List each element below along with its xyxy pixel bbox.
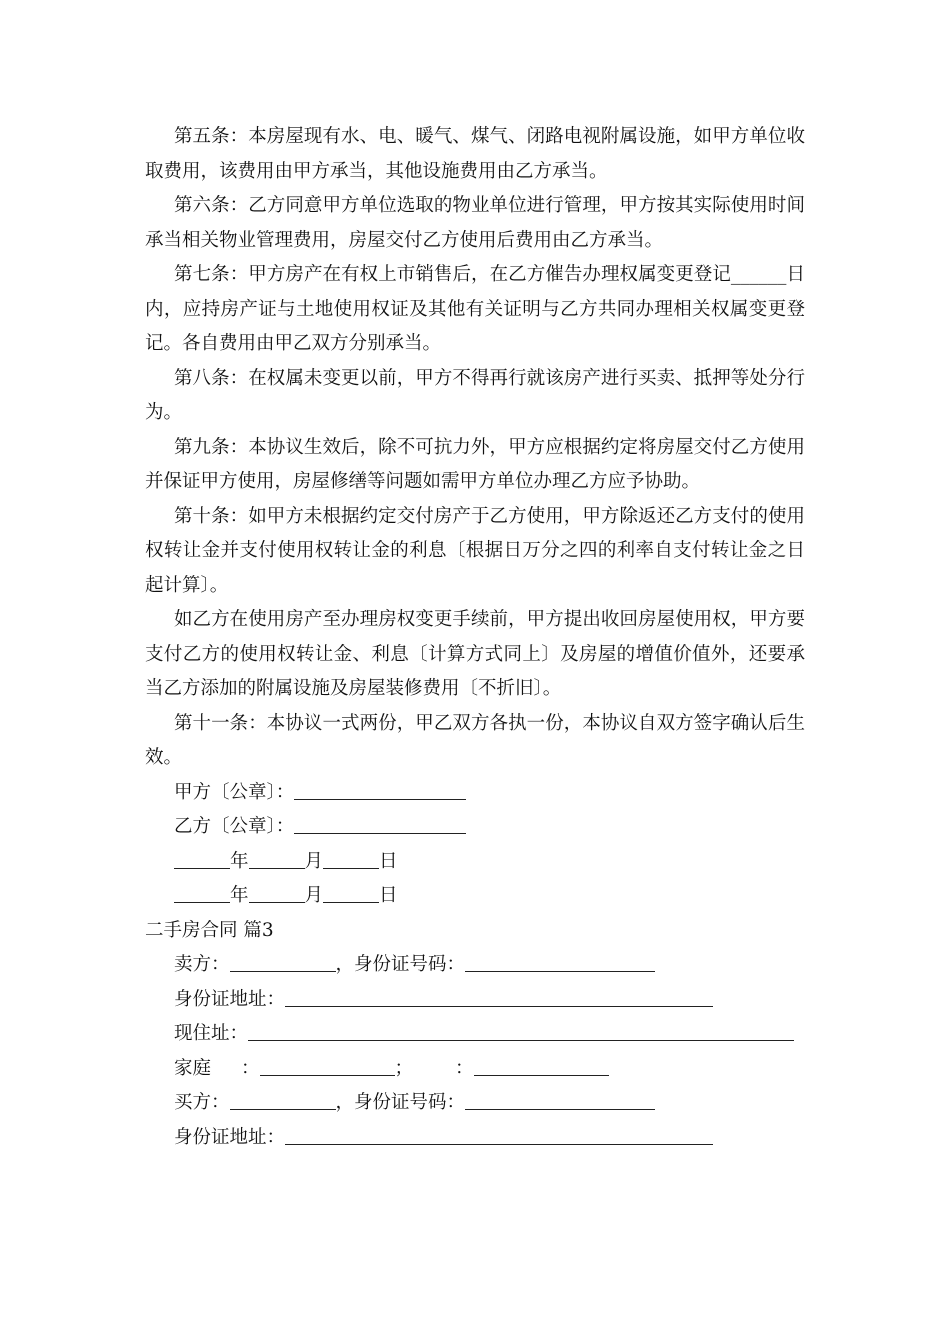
seller-id-address-label: 身份证地址： bbox=[174, 988, 286, 1010]
date-line-2 bbox=[145, 879, 805, 914]
family-line bbox=[145, 1052, 805, 1087]
year-blank bbox=[174, 848, 230, 869]
article-8: 第八条：在权属未变更以前，甲方不得再行就该房产进行买卖、抵押等处分行为。 bbox=[145, 367, 805, 423]
seller-line bbox=[145, 948, 805, 983]
seller-name-blank bbox=[230, 951, 336, 972]
buyer-id-address-line bbox=[145, 1121, 805, 1156]
article-5: 第五条：本房屋现有水、电、暖气、煤气、闭路电视附属设施，如甲方单位收取费用，该费用由甲方承当，其他设施费用由乙方承当。 bbox=[145, 126, 805, 182]
month-label: 月 bbox=[304, 885, 324, 906]
month-blank bbox=[249, 882, 305, 903]
day-label: 日 bbox=[379, 885, 398, 906]
family-colon-2: ： bbox=[455, 1057, 474, 1079]
date-line-1 bbox=[145, 845, 805, 880]
seller-id-address-blank bbox=[285, 986, 713, 1007]
article-11: 第十一条：本协议一式两份，甲乙双方各执一份，本协议自双方签字确认后生效。 bbox=[145, 712, 805, 768]
seller-current-address-line bbox=[145, 1017, 805, 1052]
seller-id-blank bbox=[465, 951, 655, 972]
party-b-label: 乙方〔公章〕： bbox=[174, 816, 295, 837]
seller-id-label: ，身份证号码： bbox=[335, 954, 466, 975]
seller-id-address-line bbox=[145, 983, 805, 1018]
family-label: 家庭 bbox=[174, 1057, 212, 1079]
buyer-id-label: ，身份证号码： bbox=[335, 1092, 466, 1113]
article-9: 第九条：本协议生效后，除不可抗力外，甲方应根据约定将房屋交付乙方使用并保证甲方使用，房屋修缮等问题如需甲方单位办理乙方应予协助。 bbox=[145, 436, 805, 492]
buyer-id-address-blank bbox=[285, 1124, 713, 1145]
month-label: 月 bbox=[304, 850, 324, 872]
party-a-blank bbox=[294, 779, 466, 800]
day-blank bbox=[323, 882, 379, 903]
buyer-label: 买方： bbox=[174, 1092, 230, 1113]
article-10-continued: 如乙方在使用房产至办理房权变更手续前，甲方提出收回房屋使用权，甲方要支付乙方的使用权转让金、利息〔计算方式同上〕及房屋的增值价值外，还要承当乙方添加的附属设施及房屋装修费用〔不折旧〕。 bbox=[145, 609, 805, 699]
party-a-label: 甲方〔公章〕： bbox=[174, 781, 295, 803]
buyer-id-blank bbox=[465, 1089, 655, 1110]
year-blank bbox=[174, 882, 230, 903]
seller-current-address-label: 现住址： bbox=[174, 1023, 249, 1044]
party-b-seal-line bbox=[145, 810, 805, 845]
seller-current-address-blank bbox=[248, 1020, 794, 1041]
year-label: 年 bbox=[230, 850, 249, 872]
family-blank-2 bbox=[474, 1055, 609, 1076]
year-label: 年 bbox=[230, 885, 249, 906]
party-b-blank bbox=[294, 813, 466, 834]
party-a-seal-line bbox=[145, 776, 805, 811]
seller-label: 卖方： bbox=[174, 954, 230, 975]
family-semicolon: ； bbox=[394, 1057, 414, 1079]
day-label: 日 bbox=[379, 850, 398, 872]
article-7: 第七条：甲方房产在有权上市销售后，在乙方催告办理权属变更登记______日内，应持房产证与土地使用权证及其他有关证明与乙方共同办理相关权属变更登记。各自费用由甲乙双方分别承当。 bbox=[145, 264, 805, 354]
section-title: 二手房合同 篇3 bbox=[145, 919, 274, 941]
buyer-name-blank bbox=[230, 1089, 336, 1110]
month-blank bbox=[249, 848, 305, 869]
day-blank bbox=[323, 848, 379, 869]
article-10: 第十条：如甲方未根据约定交付房产于乙方使用，甲方除返还乙方支付的使用权转让金并支付使用权转让金的利息〔根据日万分之四的利率自支付转让金之日起计算〕。 bbox=[145, 505, 805, 596]
family-colon: ： bbox=[241, 1057, 260, 1079]
document-body bbox=[145, 120, 805, 1155]
buyer-id-address-label: 身份证地址： bbox=[174, 1126, 286, 1148]
buyer-line bbox=[145, 1086, 805, 1121]
article-6: 第六条：乙方同意甲方单位选取的物业单位进行管理，甲方按其实际使用时间承当相关物业管理费用，房屋交付乙方使用后费用由乙方承当。 bbox=[145, 195, 805, 251]
family-blank-1 bbox=[260, 1055, 395, 1076]
